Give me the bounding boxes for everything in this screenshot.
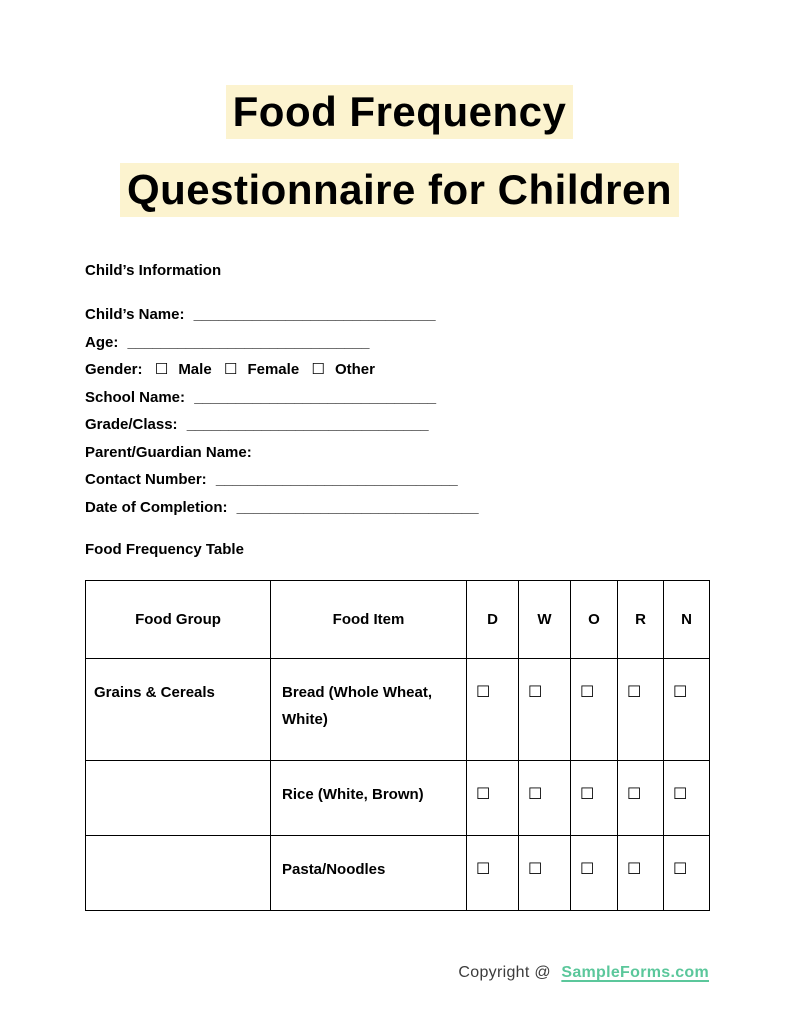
parent-guardian-label: Parent/Guardian Name: — [85, 443, 252, 461]
rice-daily-checkbox-icon[interactable]: ☐ — [476, 784, 491, 803]
table-row-pasta — [86, 836, 710, 911]
pasta-n-cell — [664, 836, 710, 911]
rice-o-cell — [571, 761, 618, 836]
other-checkbox-icon[interactable]: ☐ — [311, 360, 325, 378]
rice-r-cell — [618, 761, 664, 836]
column-header-occasionally: O — [571, 581, 618, 659]
age-label: Age: — [85, 333, 119, 351]
document-title — [0, 85, 799, 217]
column-header-food-group: Food Group — [86, 581, 271, 659]
pasta-o-cell — [571, 836, 618, 911]
school-name-blank-line: _____________________________ — [194, 388, 437, 406]
sampleforms-link[interactable]: SampleForms.com — [561, 964, 709, 981]
section-heading-food-frequency-table: Food Frequency Table — [85, 541, 244, 558]
bread-w-cell — [519, 659, 571, 761]
bread-never-checkbox-icon[interactable]: ☐ — [673, 682, 688, 701]
food-frequency-table — [85, 580, 710, 911]
grade-class-blank-line: _____________________________ — [186, 416, 429, 433]
pasta-weekly-checkbox-icon[interactable]: ☐ — [528, 859, 543, 878]
age-blank-line: _____________________________ — [127, 333, 370, 351]
table-row-bread — [86, 659, 710, 761]
bread-d-cell — [467, 659, 519, 761]
date-of-completion-blank-line: _____________________________ — [236, 498, 479, 516]
food-group-cell — [86, 836, 271, 911]
field-child-name — [85, 301, 705, 329]
pasta-occasionally-checkbox-icon[interactable]: ☐ — [580, 859, 595, 878]
bread-weekly-checkbox-icon[interactable]: ☐ — [528, 682, 543, 701]
pasta-r-cell — [618, 836, 664, 911]
rice-w-cell — [519, 761, 571, 836]
footer — [458, 964, 709, 982]
rice-occasionally-checkbox-icon[interactable]: ☐ — [580, 784, 595, 803]
bread-occasionally-checkbox-icon[interactable]: ☐ — [580, 682, 595, 701]
rice-rarely-checkbox-icon[interactable]: ☐ — [627, 784, 642, 803]
column-header-food-item: Food Item — [271, 581, 467, 659]
field-grade-class — [85, 411, 705, 439]
gender-option-male — [155, 361, 216, 378]
bread-rarely-checkbox-icon[interactable]: ☐ — [627, 682, 642, 701]
field-age — [85, 329, 705, 357]
female-option-label: Female — [247, 361, 300, 378]
female-checkbox-icon[interactable]: ☐ — [223, 360, 238, 378]
copyright-text: Copyright @ — [458, 964, 551, 981]
field-date-of-completion — [85, 494, 705, 522]
column-header-weekly: W — [519, 581, 571, 659]
pasta-w-cell — [519, 836, 571, 911]
gender-option-other — [311, 361, 375, 378]
child-info-fields — [85, 301, 705, 521]
food-group-cell — [86, 761, 271, 836]
rice-weekly-checkbox-icon[interactable]: ☐ — [528, 784, 543, 803]
contact-number-blank-line: _____________________________ — [215, 471, 458, 488]
food-item-cell: Pasta/Noodles — [271, 836, 467, 911]
column-header-rarely: R — [618, 581, 664, 659]
field-school-name — [85, 384, 705, 412]
table-row-rice — [86, 761, 710, 836]
pasta-d-cell — [467, 836, 519, 911]
school-name-label: School Name: — [85, 388, 186, 406]
column-header-never: N — [664, 581, 710, 659]
grade-class-label: Grade/Class: — [85, 416, 178, 433]
male-option-label: Male — [178, 361, 212, 378]
date-of-completion-label: Date of Completion: — [85, 498, 228, 516]
child-name-label: Child’s Name: — [85, 306, 185, 323]
gender-option-female — [224, 361, 304, 378]
section-heading-child-info: Child’s Information — [85, 262, 222, 279]
title-row-2 — [0, 163, 799, 217]
field-contact-number — [85, 466, 705, 494]
pasta-rarely-checkbox-icon[interactable]: ☐ — [627, 859, 642, 878]
pasta-never-checkbox-icon[interactable]: ☐ — [673, 859, 688, 878]
rice-n-cell — [664, 761, 710, 836]
field-parent-guardian-name — [85, 439, 705, 467]
rice-d-cell — [467, 761, 519, 836]
bread-o-cell — [571, 659, 618, 761]
bread-daily-checkbox-icon[interactable]: ☐ — [476, 682, 491, 701]
food-item-cell: Bread (Whole Wheat, White) — [271, 659, 467, 761]
rice-never-checkbox-icon[interactable]: ☐ — [673, 784, 688, 803]
column-header-daily: D — [467, 581, 519, 659]
bread-n-cell — [664, 659, 710, 761]
gender-label: Gender: — [85, 361, 143, 378]
pasta-daily-checkbox-icon[interactable]: ☐ — [476, 859, 491, 878]
child-name-blank-line: _____________________________ — [193, 306, 436, 323]
male-checkbox-icon[interactable]: ☐ — [154, 360, 169, 378]
page-title-line1: Food Frequency — [226, 85, 574, 139]
bread-r-cell — [618, 659, 664, 761]
table-header-row — [86, 581, 710, 659]
food-item-cell: Rice (White, Brown) — [271, 761, 467, 836]
page-title-line2: Questionnaire for Children — [120, 163, 679, 217]
field-gender — [85, 356, 705, 384]
title-row-1 — [0, 85, 799, 139]
food-group-cell: Grains & Cereals — [86, 659, 271, 761]
other-option-label: Other — [334, 361, 375, 378]
contact-number-label: Contact Number: — [85, 471, 207, 488]
